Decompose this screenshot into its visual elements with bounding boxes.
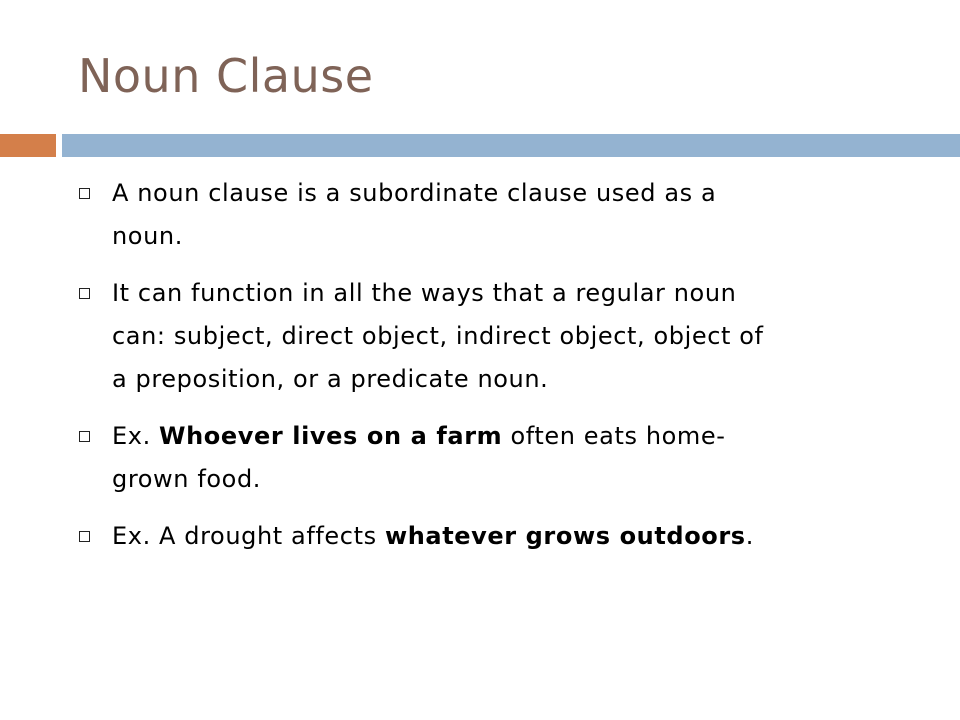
example-prefix: Ex. A drought affects (112, 522, 385, 550)
bullet-text-line: a preposition, or a predicate noun. (112, 365, 549, 393)
example-suffix: . (745, 522, 754, 550)
example-noun-clause: whatever grows outdoors (384, 522, 746, 550)
bullet-text-line: grown food. (112, 465, 262, 493)
bullet-item-example-1 (76, 415, 876, 501)
bullet-item-definition (76, 172, 876, 258)
title-accent-bar (0, 134, 56, 157)
bullet-item-functions (76, 272, 876, 401)
square-bullet-icon (79, 188, 90, 199)
bullet-list (76, 172, 876, 572)
bullet-text-line (112, 415, 876, 458)
example-noun-clause: Whoever lives on a farm (159, 422, 503, 450)
bullet-item-example-2 (76, 515, 876, 558)
slide-title: Noun Clause (78, 49, 374, 103)
bullet-text-line (112, 515, 876, 558)
bullet-text-line: It can function in all the ways that a regular noun (112, 279, 737, 307)
title-rule-bar (62, 134, 960, 157)
bullet-text-line: can: subject, direct object, indirect object, object of (112, 322, 764, 350)
square-bullet-icon (79, 431, 90, 442)
example-prefix: Ex. (112, 422, 160, 450)
square-bullet-icon (79, 288, 90, 299)
bullet-text-line: A noun clause is a subordinate clause used as a (112, 179, 717, 207)
bullet-text-line: noun. (112, 222, 183, 250)
square-bullet-icon (79, 531, 90, 542)
example-suffix: often eats home- (502, 422, 726, 450)
